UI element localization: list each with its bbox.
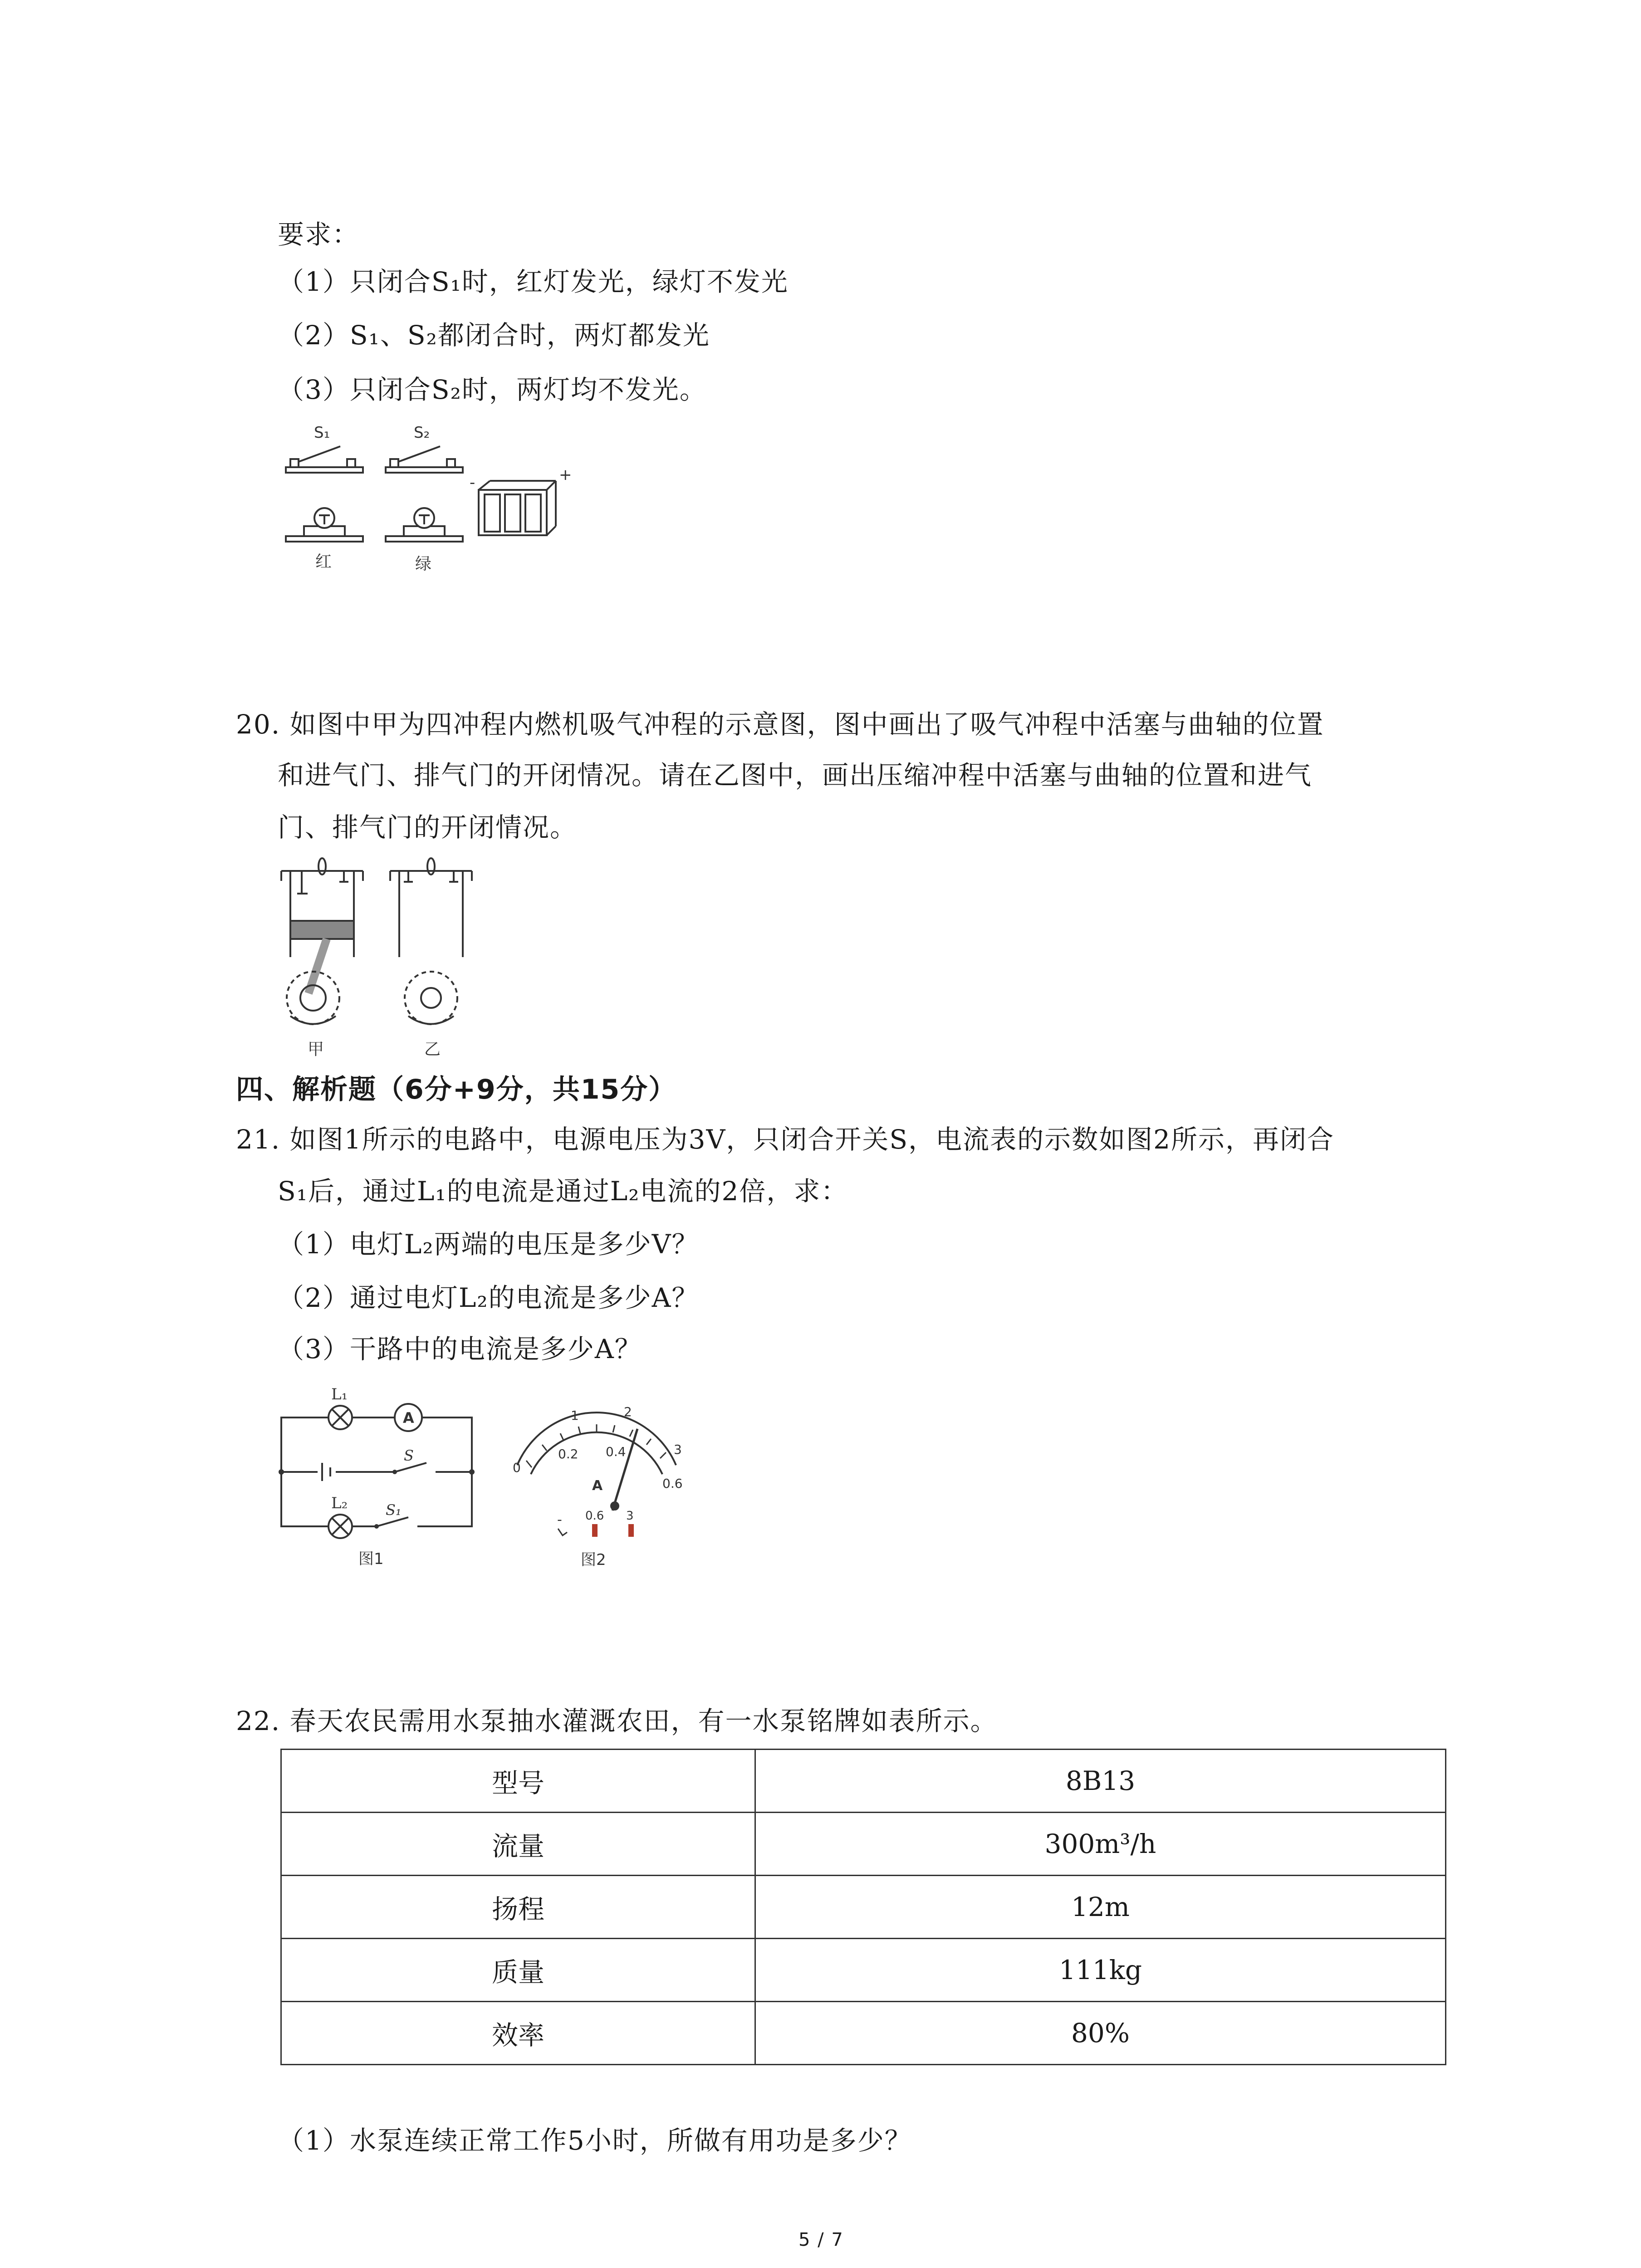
q22-intro: 22. 春天农民需用水泵抽水灌溉农田，有一水泵铭牌如表所示。	[236, 1706, 998, 1736]
lamp-green-label: 绿	[415, 555, 432, 573]
lamp-green-icon	[386, 508, 463, 542]
terminal-posts-icon	[592, 1524, 634, 1537]
figure-1-caption: 图1	[358, 1550, 384, 1568]
table-cell-key: 型号	[281, 1750, 755, 1813]
dial-bottom-tick-04: 0.4	[606, 1444, 626, 1459]
terminal-minus-label: -	[557, 1512, 562, 1528]
switch-s2-label: S₂	[414, 424, 430, 442]
battery-plus-label: +	[559, 466, 572, 484]
q20-engine-figure	[272, 853, 481, 1061]
lamp-red-icon	[286, 508, 363, 542]
table-cell-key: 扬程	[281, 1876, 755, 1939]
q19-requirement-2: （2）S₁、S₂都闭合时，两灯都发光	[278, 320, 710, 351]
pump-spec-table	[280, 1749, 1446, 2065]
engine-yi-label: 乙	[424, 1040, 441, 1059]
dial-top-tick-2: 2	[624, 1404, 632, 1419]
needle-icon	[612, 1429, 637, 1510]
engine-yi-icon	[390, 858, 472, 1024]
table-cell-value: 300m³/h	[755, 1813, 1446, 1876]
table-cell-value: 111kg	[755, 1939, 1446, 2002]
lamp-l1-label: L₁	[331, 1385, 348, 1403]
switch-s2-icon	[386, 446, 463, 473]
dial-top-tick-1: 1	[571, 1408, 579, 1423]
switch-s-label: S	[404, 1447, 414, 1464]
table-cell-value: 12m	[755, 1876, 1446, 1939]
engine-jia-label: 甲	[308, 1040, 324, 1059]
switch-s1-label: S₁	[386, 1501, 402, 1519]
q20-text-line-3: 门、排气门的开闭情况。	[278, 812, 578, 843]
engine-jia-icon	[281, 858, 363, 1024]
table-cell-value: 8B13	[755, 1750, 1446, 1813]
q21-subquestion-1: （1）电灯L₂两端的电压是多少V？	[278, 1229, 699, 1260]
switch-s1-label: S₁	[314, 424, 330, 442]
dial-top-tick-3: 3	[674, 1442, 682, 1457]
q21-subquestion-2: （2）通过电灯L₂的电流是多少A？	[278, 1282, 699, 1313]
table-row	[281, 1939, 1446, 2002]
q21-text-line-2: S₁后，通过L₁的电流是通过L₂电流的2倍，求：	[278, 1176, 848, 1207]
terminal-06-label: 0.6	[585, 1509, 604, 1523]
q19-requirement-3: （3）只闭合S₂时，两灯均不发光。	[278, 374, 707, 405]
switch-s1-icon	[286, 446, 363, 473]
dial-bottom-tick-06: 0.6	[662, 1476, 683, 1491]
ammeter-label: A	[403, 1409, 414, 1427]
page-number: 5 / 7	[798, 2229, 844, 2250]
table-cell-key: 效率	[281, 2002, 755, 2065]
q20-text-line-2: 和进气门、排气门的开闭情况。请在乙图中，画出压缩冲程中活塞与曲轴的位置和进气	[278, 760, 1313, 791]
dial-unit-label: A	[592, 1478, 603, 1494]
battery-icon	[479, 481, 556, 535]
table-row	[281, 1750, 1446, 1813]
table-cell-key: 流量	[281, 1813, 755, 1876]
table-cell-value: 80%	[755, 2002, 1446, 2065]
dial-bottom-tick-0: 0	[513, 1460, 521, 1475]
figure-2-caption: 图2	[581, 1551, 606, 1569]
battery-minus-label: -	[470, 474, 475, 492]
table-row	[281, 1813, 1446, 1876]
q21-subquestion-3: （3）干路中的电流是多少A？	[278, 1334, 642, 1364]
q21-circuit-figure-1	[272, 1374, 481, 1574]
table-row	[281, 1876, 1446, 1939]
lamp-l2-label: L₂	[331, 1494, 348, 1512]
lamp-red-label: 红	[315, 552, 332, 571]
q19-requirements-label: 要求：	[278, 219, 360, 250]
table-cell-key: 质量	[281, 1939, 755, 2002]
q21-ammeter-figure-2	[504, 1397, 694, 1569]
q20-text-line-1: 20. 如图中甲为四冲程内燃机吸气冲程的示意图，图中画出了吸气冲程中活塞与曲轴的位置	[236, 709, 1324, 740]
q22-subquestion-1: （1）水泵连续正常工作5小时，所做有用功是多少？	[278, 2125, 912, 2156]
q21-text-line-1: 21. 如图1所示的电路中，电源电压为3V，只闭合开关S，电流表的示数如图2所示，再闭合	[236, 1124, 1335, 1155]
q19-requirement-1: （1）只闭合S₁时，红灯发光，绿灯不发光	[278, 266, 789, 297]
q19-circuit-components-figure	[272, 417, 581, 590]
terminal-3-label: 3	[626, 1509, 634, 1523]
dial-bottom-tick-02: 0.2	[558, 1447, 578, 1461]
table-row	[281, 2002, 1446, 2065]
section-4-heading: 四、解析题（6分+9分，共15分）	[236, 1074, 677, 1105]
